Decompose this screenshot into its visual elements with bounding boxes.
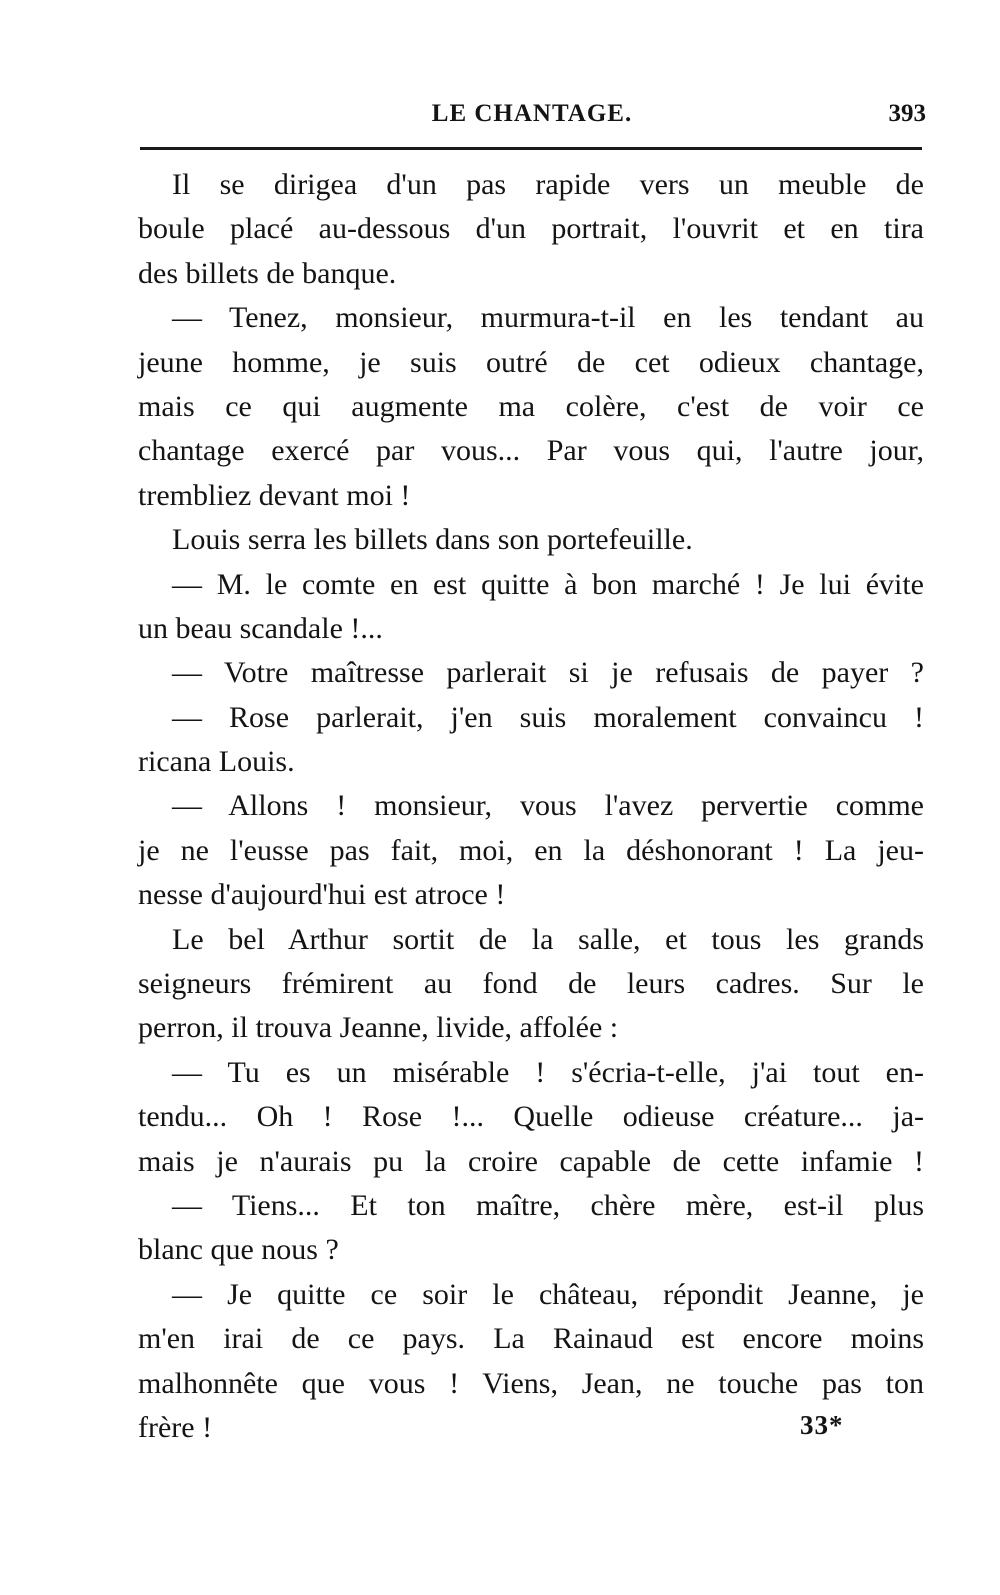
- text-line: des billets de banque.: [138, 256, 397, 290]
- text-line: — Tu es un misérable ! s'écria-t-elle, j'ai tout en-: [172, 1055, 924, 1089]
- text-line: — Rose parlerait, j'en suis moralement convaincu !: [172, 700, 924, 734]
- text-line: Le bel Arthur sortit de la salle, et tous les grands: [172, 922, 924, 956]
- running-head: [138, 96, 926, 136]
- text-line: mais ce qui augmente ma colère, c'est de voir ce: [138, 389, 924, 423]
- text-line: nesse d'aujourd'hui est atroce !: [138, 878, 506, 912]
- text-line: — Allons ! monsieur, vous l'avez pervertie comme: [172, 789, 924, 823]
- text-line: — M. le comte en est quitte à bon marché ! Je lui évite: [172, 567, 924, 601]
- text-line: malhonnête que vous ! Viens, Jean, ne touche pas ton: [138, 1366, 924, 1400]
- text-line: frère !: [138, 1410, 213, 1444]
- text-line: ricana Louis.: [138, 745, 295, 779]
- text-line: Louis serra les billets dans son portefeuille.: [172, 523, 693, 557]
- text-line: jeune homme, je suis outré de cet odieux chantage,: [138, 345, 924, 379]
- text-line: chantage exercé par vous... Par vous qui, l'autre jour,: [138, 434, 924, 468]
- text-line: Il se dirigea d'un pas rapide vers un meuble de: [172, 168, 924, 201]
- text-line: mais je n'aurais pu la croire capable de cette infamie !: [138, 1144, 924, 1178]
- text-line: — Je quitte ce soir le château, répondit Jeanne, je: [172, 1277, 924, 1311]
- signature-mark: 33*: [800, 1410, 844, 1440]
- text-line: boule placé au-dessous d'un portrait, l'ouvrit et en tira: [138, 212, 924, 246]
- text-line: blanc que nous ?: [138, 1233, 339, 1267]
- running-title: LE CHANTAGE.: [431, 100, 633, 127]
- text-line: je ne l'eusse pas fait, moi, en la déshonorant ! La jeu-: [138, 833, 924, 867]
- text-line: — Tiens... Et ton maître, chère mère, est-il plus: [172, 1188, 924, 1222]
- text-line: — Votre maîtresse parlerait si je refusais de payer ?: [172, 656, 924, 690]
- text-line: trembliez devant moi !: [138, 478, 411, 512]
- text-line: seigneurs frémirent au fond de leurs cadres. Sur le: [138, 967, 924, 1001]
- body-text: [138, 163, 924, 1450]
- text-line: m'en irai de ce pays. La Rainaud est encore moins: [138, 1322, 924, 1356]
- text-line: un beau scandale !...: [138, 611, 383, 645]
- header-rule: [140, 147, 922, 150]
- text-line: tendu... Oh ! Rose !... Quelle odieuse créature... ja-: [138, 1100, 924, 1134]
- text-line: — Tenez, monsieur, murmura-t-il en les tendant au: [172, 301, 924, 335]
- page-number: 393: [888, 100, 926, 127]
- text-line: perron, il trouva Jeanne, livide, affolée :: [138, 1011, 619, 1045]
